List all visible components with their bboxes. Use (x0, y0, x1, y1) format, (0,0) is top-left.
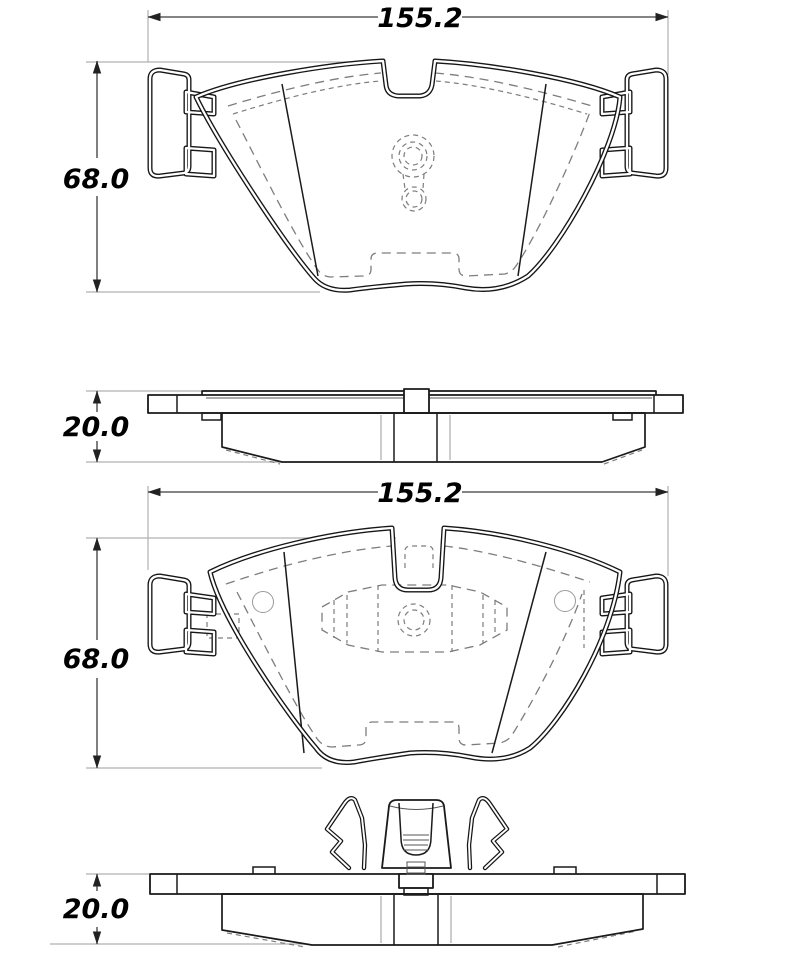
wear-sensor-clip (327, 798, 507, 873)
pad-inner-face-view (150, 528, 666, 762)
dim-label-width-outer: 155.2 (377, 3, 463, 34)
dim-label-thickness-inner: 20.0 (62, 894, 130, 925)
dim-label-height-inner: 68.0 (62, 644, 130, 675)
pad-outer-edge-view (148, 389, 683, 464)
pad-outer-face-view (150, 61, 666, 290)
dim-label-width-inner: 155.2 (377, 478, 463, 509)
dim-label-thickness-outer: 20.0 (62, 412, 130, 443)
pad-inner-edge-view (150, 798, 685, 947)
dim-label-height-outer: 68.0 (62, 164, 130, 195)
sensor-block (399, 874, 433, 888)
plate-center-slot (404, 389, 429, 413)
clip-holder (382, 800, 451, 868)
